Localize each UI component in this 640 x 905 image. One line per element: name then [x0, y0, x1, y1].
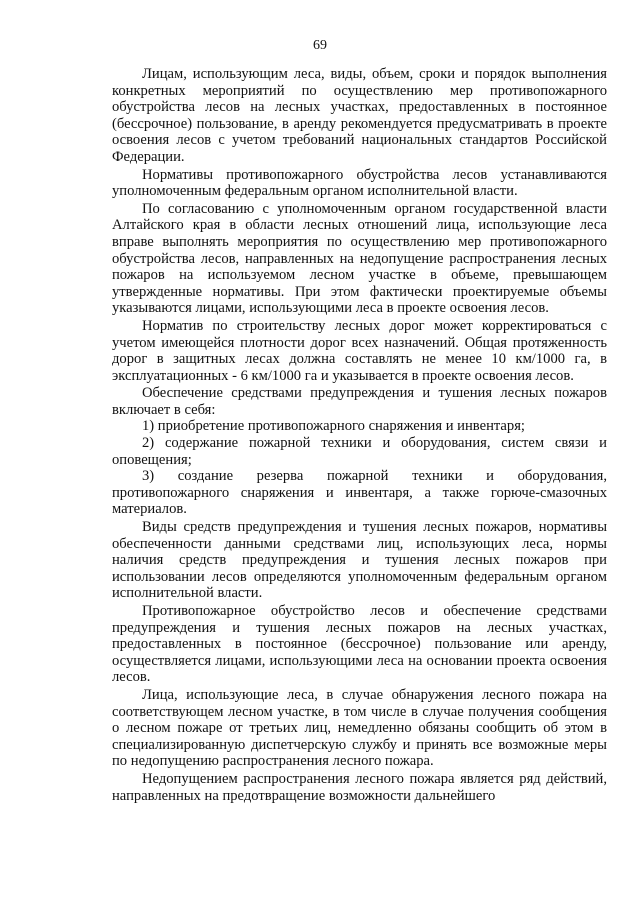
page-number: 69	[313, 38, 327, 53]
paragraph-1: Лицам, использующим леса, виды, объем, сроки и порядок выполнения конкретных мероприятий по осуществлению мер противопожарного обустройства лесов на лесных участках, предоставленных в постоянное (бессрочное) пользование, в аренду рекомендуется предусматривать в проекте освоения лесов с учетом требований национальных стандартов Российской Федерации.	[112, 66, 607, 165]
paragraph-7: Противопожарное обустройство лесов и обеспечение средствами предупреждения и тушения лесных пожаров на лесных участках, предоставленных в постоянное (бессрочное) пользование или аренду, осуществляется лицами, использующими леса на основании проекта освоения лесов.	[112, 603, 607, 686]
paragraph-2: Нормативы противопожарного обустройства лесов устанавливаются уполномоченным федеральным органом исполнительной власти.	[112, 166, 607, 200]
paragraph-5: Обеспечение средствами предупреждения и тушения лесных пожаров включает в себя:	[112, 385, 607, 418]
paragraph-3: По согласованию с уполномоченным органом государственной власти Алтайского края в области лесных отношений лица, использующие леса вправе выполнять мероприятия по осуществлению мер противопожарного обустройства лесов, направленных на недопущение распространения лесных пожаров на используемом лесном участке в объеме, превышающем утвержденные нормативы. При этом фактически проектируемые объемы указываются лицами, использующими леса в проекте освоения лесов.	[112, 200, 607, 317]
paragraph-9: Недопущением распространения лесного пожара является ряд действий, направленных на предотвращение возможности дальнейшего	[112, 770, 607, 804]
paragraph-8: Лица, использующие леса, в случае обнаружения лесного пожара на соответствующем лесном участке, в том числе в случае получения сообщения о лесном пожаре от третьих лиц, немедленно обязаны сообщить об этом в специализированную диспетчерскую службу и принять все возможные меры по недопущению распространения лесного пожара.	[112, 686, 607, 770]
document-body	[112, 66, 607, 804]
paragraph-4: Норматив по строительству лесных дорог может корректироваться с учетом имеющейся плотности дорог всех назначений. Общая протяженность дорог в защитных лесах должна составлять не менее 10 км/1000 га, в эксплуатационных - 6 км/1000 га и указывается в проекте освоения лесов.	[112, 317, 607, 384]
list-item-3: 3) создание резерва пожарной техники и оборудования, противопожарного снаряжения и инвентаря, а также горюче-смазочных материалов.	[112, 468, 607, 518]
list-item-1: 1) приобретение противопожарного снаряжения и инвентаря;	[142, 418, 525, 435]
paragraph-6: Виды средств предупреждения и тушения лесных пожаров, нормативы обеспеченности данными средствами лиц, использующих леса, нормы наличия средств предупреждения и тушения лесных пожаров при использовании лесов определяются уполномоченным федеральным органом исполнительной власти.	[112, 519, 607, 602]
list-item-2: 2) содержание пожарной техники и оборудования, систем связи и оповещения;	[112, 435, 607, 468]
